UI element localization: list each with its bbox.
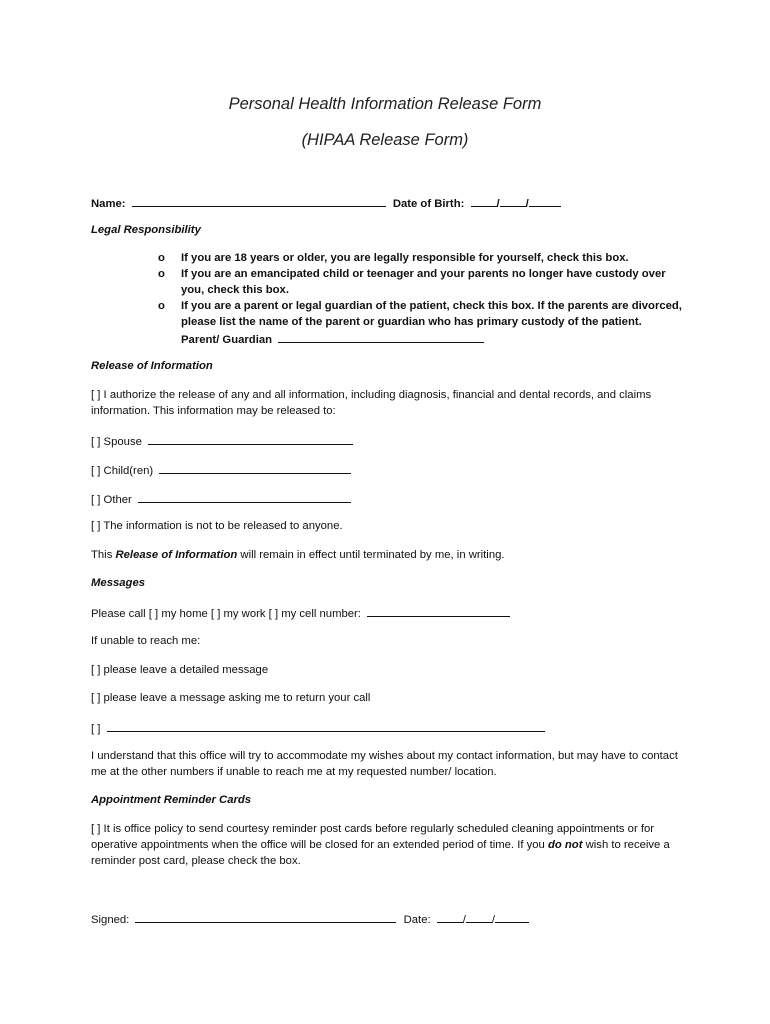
do-not-emphasis: do not (547, 839, 583, 851)
bullet-checkbox[interactable]: o (158, 268, 165, 280)
dob-day-field[interactable] (500, 194, 526, 207)
effect-statement: This Release of Information will remain in effect until terminated by me, in writing. (91, 549, 505, 561)
name-dob-row: Name: Date of Birth: / / (91, 194, 561, 212)
other-field[interactable] (138, 490, 351, 503)
detailed-message-option[interactable]: [ ] please leave a detailed message (91, 664, 269, 676)
return-call-option[interactable]: [ ] please leave a message asking me to return your call (91, 692, 371, 704)
dob-label: Date of Birth: (392, 198, 465, 210)
spouse-field[interactable] (148, 432, 353, 445)
dob-year-field[interactable] (529, 194, 561, 207)
bullet-checkbox[interactable]: o (158, 300, 165, 312)
messages-heading: Messages (91, 577, 146, 589)
call-options[interactable]: Please call [ ] my home [ ] my work [ ] my cell number: (91, 608, 361, 620)
parent-guardian-label: Parent/ Guardian (181, 334, 273, 346)
form-page: Personal Health Information Release Form (HIPAA Release Form) Name: Date of Birth: / / Legal Responsibility o If you are 18 years or older, you are legally responsible for yourself, check this box. o If you are an emancipated child or teenager and your parents no longer have custody over you, check this box. o If you are a parent or legal guardian of the patient, check this box. If the parents are divorced, please list the name of the parent or guardian who has primary custody of the patient. Parent/ Guardian Release of Information [ ] I authorize the release of any and all information, including diagnosis, financial and dental records, and claims information. This information may be released to: [ ] Spouse [ ] Child(ren) [ ] Other [ ] The information is not to be released to anyone. This Release of Information will remain in effect until terminated by me, in writing. Messages Please call [ ] my home [ ] my work [ ] my cell number: If unable to reach me: [ ] please leave a detailed message [ ] please leave a message asking me to return your call [ ] I understand that this office will try to accommodate my wishes about my contact information, but may have to contact me at the other numbers if unable to reach me at my requested number/ location. Appointment Reminder Cards [ ] It is office policy to send courtesy reminder post cards before regularly scheduled cleaning appointments or for operative appointments when the office will be closed for an extended period of time. If you do not wish to receive a reminder post card, please check the box. Signed: Date: / / (0, 0, 770, 1024)
parent-guardian-field[interactable] (278, 330, 484, 343)
other-label: [ ] Other (91, 494, 132, 506)
spouse-row (91, 432, 353, 450)
appointment-heading: Appointment Reminder Cards (91, 794, 252, 806)
understand-text: I understand that this office will try to accommodate my wishes about my contact information, but may have to contact me at the other numbers if unable to reach me at my requested number/ location. (91, 750, 678, 778)
spouse-label: [ ] Spouse (91, 436, 142, 448)
effect-emphasis: Release of Information (115, 549, 238, 561)
date-label: Date: (403, 914, 431, 926)
children-field[interactable] (159, 461, 351, 474)
legal-heading: Legal Responsibility (91, 224, 201, 236)
dob-month-field[interactable] (471, 194, 497, 207)
appointment-text: [ ] It is office policy to send courtesy reminder post cards before regularly scheduled cleaning appointments or for operative appointments when the office will be closed for an extended period of time. If you do not wish to receive a reminder post card, please check the box. (91, 823, 670, 867)
cell-number-field[interactable] (367, 604, 510, 617)
signature-field[interactable] (135, 910, 396, 923)
bullet-checkbox[interactable]: o (158, 252, 165, 264)
custom-message-field[interactable] (107, 719, 545, 732)
sign-date-year-field[interactable] (495, 910, 529, 923)
unable-text: If unable to reach me: (91, 635, 201, 647)
release-heading: Release of Information (91, 360, 213, 372)
authorize-text: [ ] I authorize the release of any and all information, including diagnosis, financial and dental records, and claims information. This information may be released to: (91, 389, 652, 417)
name-label: Name: (91, 198, 126, 210)
not-released-option[interactable]: [ ] The information is not to be released to anyone. (91, 520, 343, 532)
sign-date-month-field[interactable] (437, 910, 463, 923)
form-subtitle: (HIPAA Release Form) (301, 131, 469, 149)
form-title: Personal Health Information Release Form (228, 95, 542, 113)
sign-date-day-field[interactable] (466, 910, 492, 923)
other-row (91, 490, 351, 508)
signed-label: Signed: (91, 914, 130, 926)
children-row (91, 461, 351, 479)
custom-message-checkbox[interactable]: [ ] (91, 723, 101, 735)
name-field[interactable] (132, 194, 386, 207)
children-label: [ ] Child(ren) (91, 465, 154, 477)
custom-message-row (91, 719, 545, 737)
signature-row: Signed: Date: / / (91, 910, 529, 928)
parent-guardian-row (181, 330, 484, 348)
call-row (91, 604, 510, 622)
